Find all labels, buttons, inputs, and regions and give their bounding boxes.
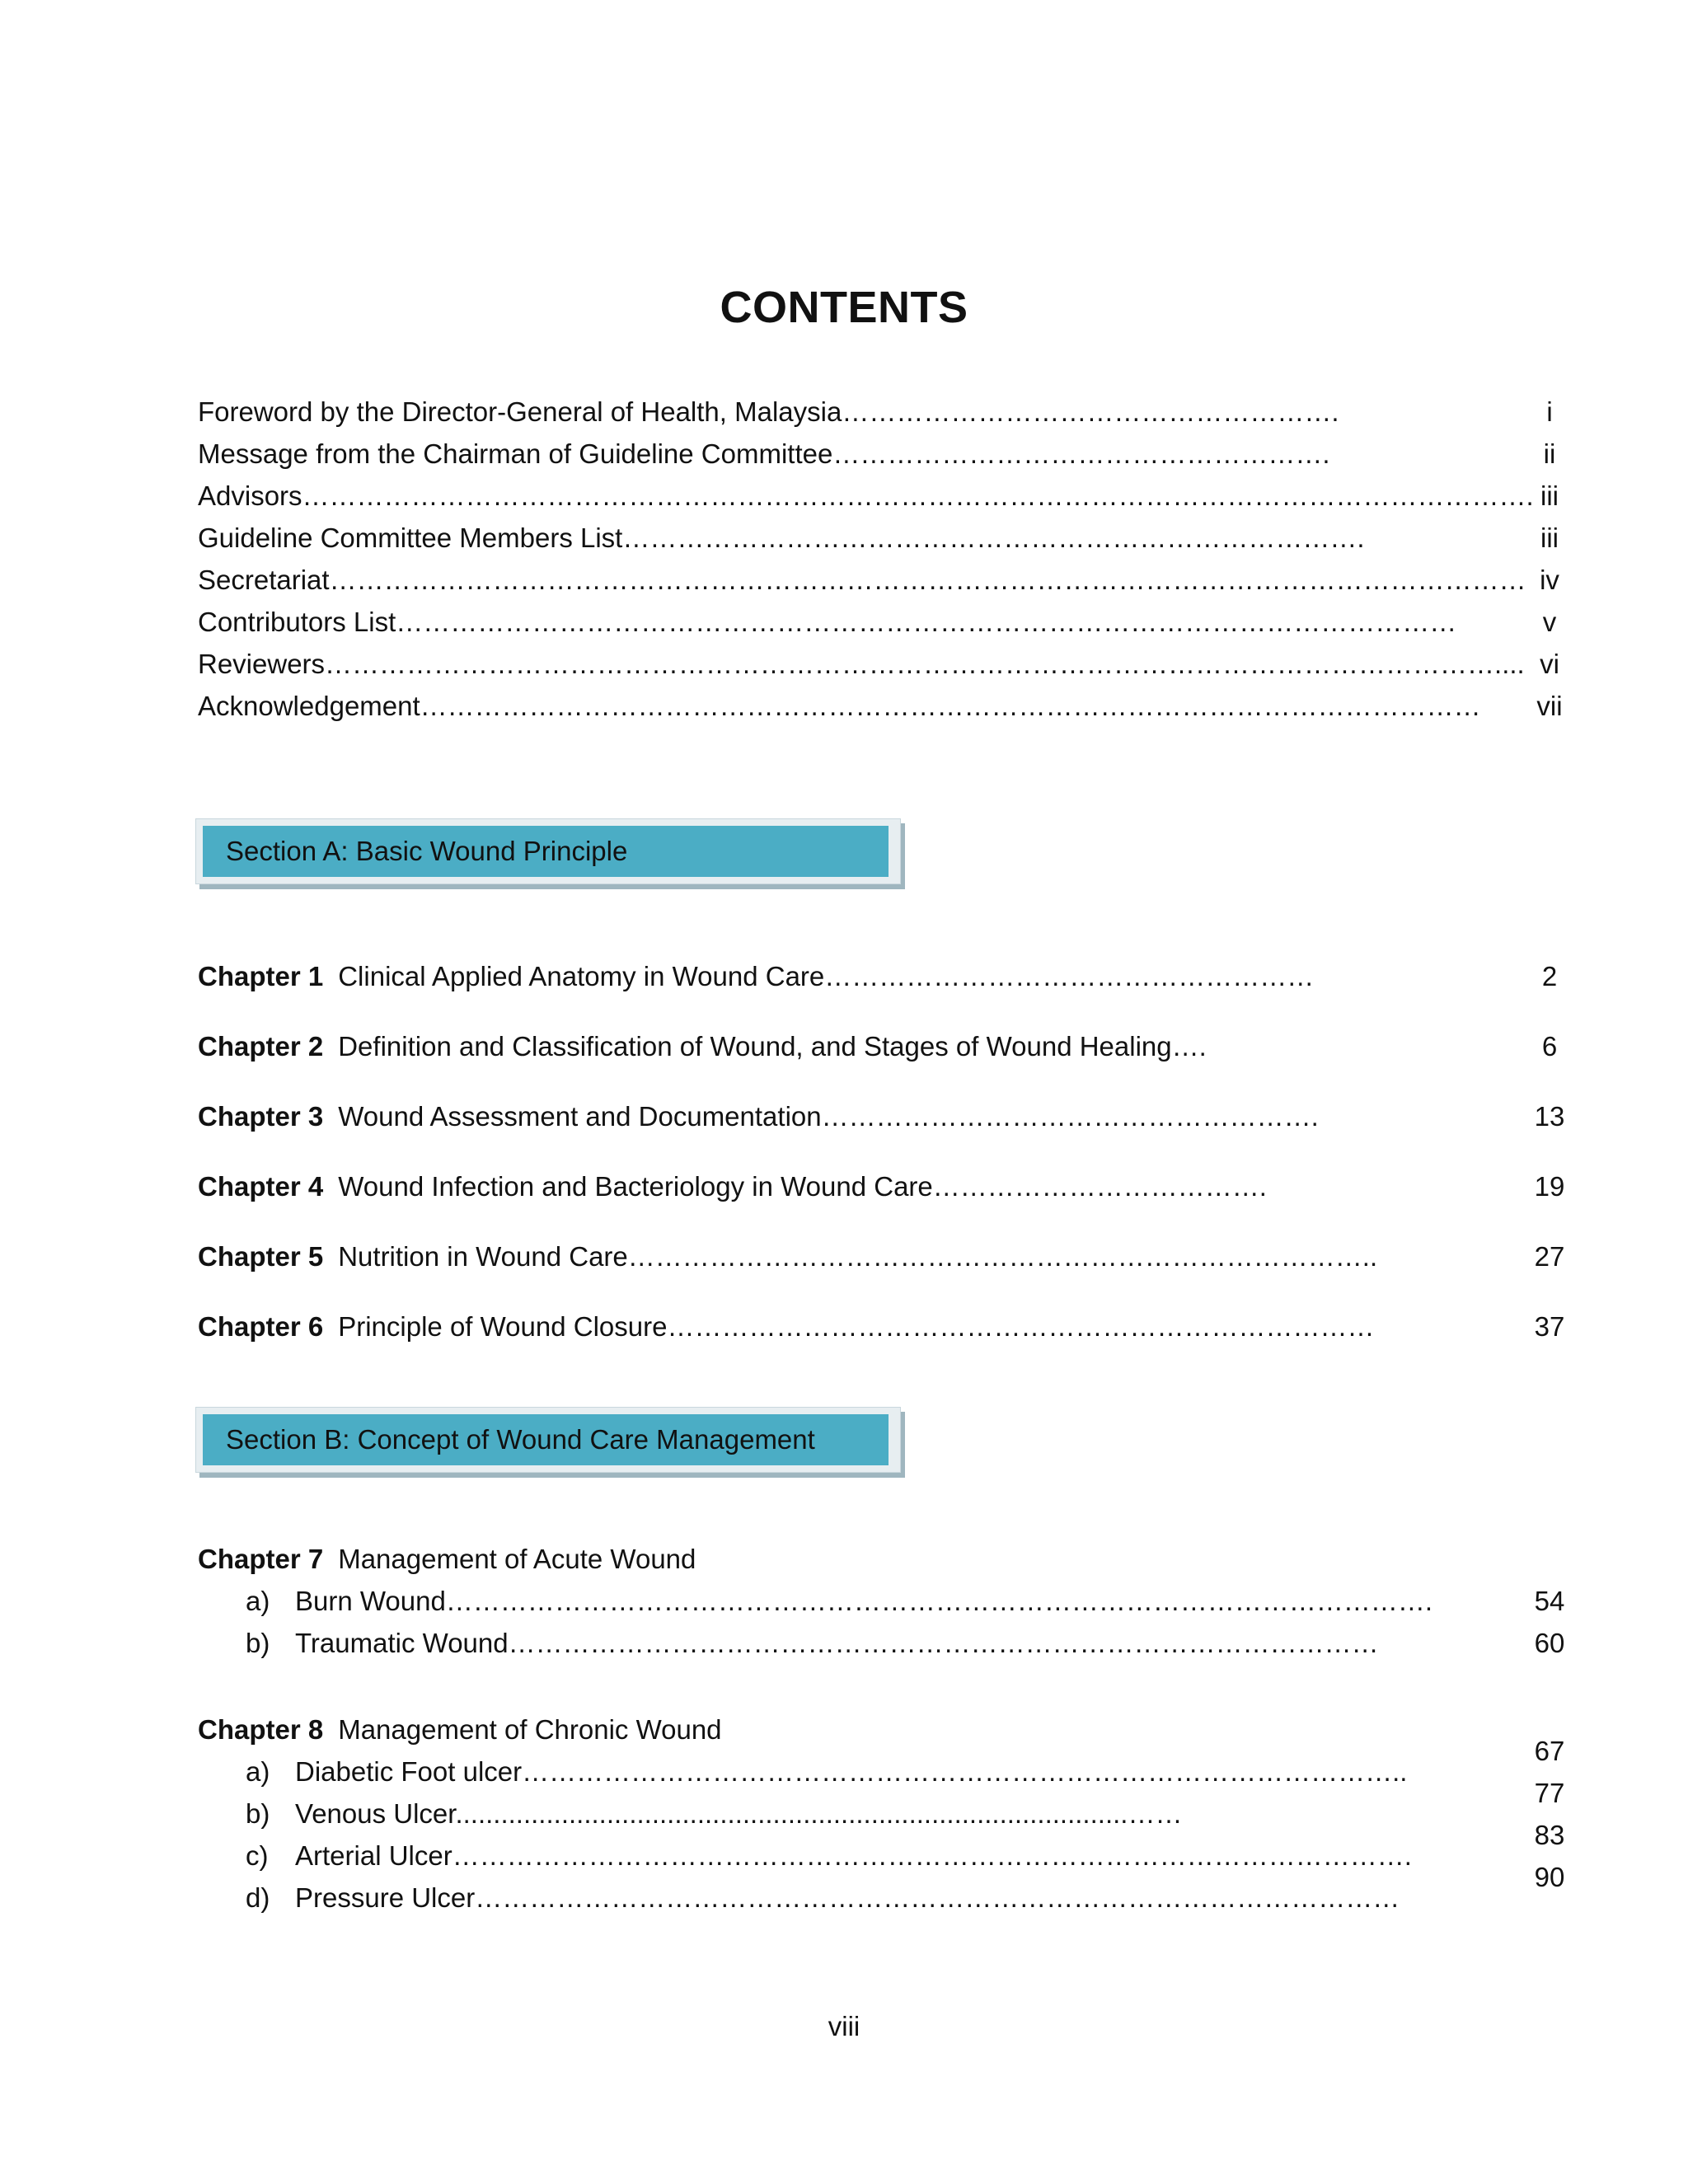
toc-entry-label: Message from the Chairman of Guideline Committee……………………………………………….: [198, 438, 1330, 469]
chapter-title: Definition and Classification of Wound, and Stages of Wound Healing….: [338, 1031, 1207, 1062]
chapter-title: Wound Infection and Bacteriology in Wound Care……………………………….: [338, 1171, 1267, 1202]
item-title: Venous Ulcer.........................................................................................……: [295, 1798, 1183, 1829]
chapter-number: Chapter 5: [198, 1241, 324, 1272]
toc-entry-page: 13: [1534, 1101, 1565, 1132]
toc-entry-page: 2: [1541, 961, 1558, 991]
chapter-title: Management of Chronic Wound: [338, 1714, 722, 1745]
toc-entry-page: iv: [1540, 565, 1559, 595]
toc-chapter-4[interactable]: [198, 1166, 1565, 1207]
toc-subentry-label: [246, 1751, 1408, 1793]
toc-subentry-label: [246, 1793, 1228, 1835]
toc-entry-page: 37: [1534, 1311, 1565, 1342]
toc-subentry-label: [246, 1877, 1400, 1919]
toc-entry-page: 27: [1534, 1241, 1565, 1272]
toc-entry-page: 67: [1534, 1736, 1565, 1766]
toc-chapter-label: [198, 1539, 1228, 1580]
toc-chapter-1[interactable]: [198, 956, 1558, 997]
toc-entry-label: Secretariat……………………………………………………………………………………………………………………: [198, 565, 1526, 595]
toc-chapter-label: [198, 1709, 1228, 1750]
toc-subentry-label: [246, 1835, 1412, 1877]
toc-chapter-label: [198, 1236, 1378, 1277]
toc-entry-page: ii: [1543, 438, 1556, 469]
section-b-title: Section B: Concept of Wound Care Management: [226, 1424, 815, 1455]
page-title: CONTENTS: [720, 283, 968, 332]
chapter-title: Nutrition in Wound Care………………………………………………………………………..: [338, 1241, 1378, 1272]
chapter-number: Chapter 6: [198, 1311, 324, 1342]
item-letter: c): [246, 1840, 269, 1871]
item-title: Arterial Ulcer…………………………………………………………………………………………….: [295, 1840, 1412, 1871]
toc-chapter-8[interactable]: [198, 1709, 1393, 1750]
toc-entry-page: v: [1542, 607, 1557, 637]
toc-entry-advisors[interactable]: [198, 476, 1559, 517]
toc-chapter-7[interactable]: [198, 1539, 1393, 1580]
toc-subentry-label: [246, 1581, 1433, 1622]
item-title: Diabetic Foot ulcer……………………………………………………………………………………..: [295, 1756, 1408, 1787]
chapter-title: Principle of Wound Closure……………………………………………………………………: [338, 1311, 1375, 1342]
toc-entry-page: vi: [1540, 649, 1559, 679]
section-b-header: [195, 1407, 901, 1473]
section-a-header: [195, 818, 901, 884]
toc-entry-page: vii: [1536, 691, 1563, 721]
toc-entry-secretariat[interactable]: [198, 560, 1559, 601]
toc-entry-page: 90: [1534, 1862, 1565, 1892]
toc-chapter-6[interactable]: [198, 1306, 1565, 1347]
toc-entry-committee-members[interactable]: [198, 518, 1559, 559]
toc-chapter-label: [198, 1096, 1319, 1137]
toc-chapter-5[interactable]: [198, 1236, 1565, 1277]
section-b-banner: [203, 1414, 889, 1465]
section-a-title: Section A: Basic Wound Principle: [226, 836, 628, 866]
toc-chapter-label: [198, 956, 1315, 997]
toc-chapter-label: [198, 1306, 1375, 1347]
toc-entry-acknowledgement[interactable]: [198, 686, 1563, 727]
toc-entry-page: i: [1546, 396, 1553, 427]
toc-entry-page: 54: [1534, 1586, 1565, 1616]
chapter-number: Chapter 4: [198, 1171, 324, 1202]
item-title: Traumatic Wound……………………………………………………………………………………: [295, 1628, 1379, 1658]
section-a-banner: [203, 826, 889, 877]
toc-entry-foreword[interactable]: [198, 391, 1553, 433]
toc-subentry-pressure-ulcer[interactable]: [198, 1862, 1565, 1919]
item-letter: b): [246, 1628, 270, 1658]
toc-entry-page: 77: [1534, 1778, 1565, 1808]
toc-entry-page: 19: [1534, 1171, 1565, 1202]
toc-entry-label: Reviewers…………………………………………………………………………………………………………………....: [198, 649, 1525, 679]
item-letter: a): [246, 1756, 270, 1787]
toc-subentry-traumatic-wound[interactable]: [198, 1623, 1565, 1664]
toc-entry-page: 83: [1534, 1820, 1565, 1850]
chapter-title: Clinical Applied Anatomy in Wound Care………………………………………………: [338, 961, 1315, 991]
item-title: Pressure Ulcer…………………………………………………………………………………………: [295, 1882, 1400, 1913]
chapter-number: Chapter 1: [198, 961, 324, 991]
chapter-number: Chapter 2: [198, 1031, 324, 1062]
toc-entry-label: Acknowledgement………………………………………………………………………………………………………: [198, 691, 1481, 721]
toc-chapter-3[interactable]: [198, 1096, 1565, 1137]
toc-entry-page: iii: [1540, 523, 1559, 553]
toc-subentry-burn-wound[interactable]: [198, 1581, 1565, 1622]
toc-entry-reviewers[interactable]: [198, 644, 1559, 685]
item-letter: d): [246, 1882, 270, 1913]
chapter-number: Chapter 3: [198, 1101, 324, 1132]
toc-entry-page: iii: [1540, 480, 1559, 511]
chapter-number: Chapter 8: [198, 1714, 324, 1745]
chapter-title: Management of Acute Wound: [338, 1544, 696, 1574]
item-letter: a): [246, 1586, 270, 1616]
toc-entry-label: Foreword by the Director-General of Health, Malaysia……………………………………………….: [198, 396, 1339, 427]
toc-subentry-label: [246, 1623, 1379, 1664]
item-title: Burn Wound……………………………………………………………………………………………….: [295, 1586, 1433, 1616]
toc-entry-label: Contributors List………………………………………………………………………………………………………: [198, 607, 1457, 637]
toc-entry-message[interactable]: [198, 434, 1556, 475]
chapter-title: Wound Assessment and Documentation……………………………………………….: [338, 1101, 1319, 1132]
toc-entry-page: 60: [1534, 1628, 1565, 1658]
toc-chapter-label: [198, 1026, 1228, 1067]
toc-chapter-2[interactable]: [198, 1026, 1558, 1067]
toc-entry-label: Guideline Committee Members List……………………………………………………………………….: [198, 523, 1365, 553]
toc-entry-label: Advisors……………………………………………………………………………………………………………………….: [198, 480, 1534, 511]
item-letter: b): [246, 1798, 270, 1829]
chapter-number: Chapter 7: [198, 1544, 324, 1574]
page-number: viii: [828, 2011, 860, 2041]
toc-entry-contributors[interactable]: [198, 602, 1557, 643]
toc-chapter-label: [198, 1166, 1267, 1207]
toc-entry-page: 6: [1541, 1031, 1558, 1062]
